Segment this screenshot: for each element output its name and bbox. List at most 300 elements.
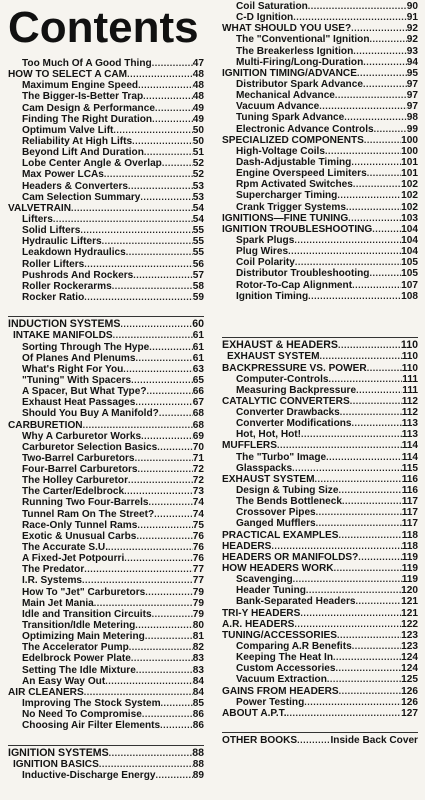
dot-leader bbox=[136, 531, 192, 542]
toc-page-number: 75 bbox=[192, 519, 204, 531]
toc-page-number: 97 bbox=[406, 90, 418, 102]
toc-entry-title: Bank-Separated Headers bbox=[236, 596, 356, 608]
toc-heading bbox=[222, 608, 418, 619]
spacer bbox=[222, 719, 418, 730]
toc-entry-title: Plug Wires bbox=[236, 246, 289, 258]
toc-entry-title: Transition/Idle Metering bbox=[22, 620, 136, 632]
toc-page-number: 52 bbox=[192, 158, 204, 170]
toc-page-number: 92 bbox=[406, 23, 418, 35]
toc-page-number: 126 bbox=[401, 685, 418, 697]
toc-page-number: 61 bbox=[192, 330, 204, 342]
dot-leader bbox=[351, 157, 401, 168]
toc-entry-title: IGNITION TIMING/ADVANCE bbox=[222, 67, 357, 79]
toc-page-number: 48 bbox=[192, 69, 204, 81]
toc-heading bbox=[222, 396, 418, 407]
dot-leader bbox=[84, 259, 193, 270]
toc-entry bbox=[8, 631, 204, 642]
toc-page-number: 105 bbox=[401, 268, 418, 280]
dot-leader bbox=[338, 530, 401, 541]
dot-leader bbox=[137, 520, 192, 531]
dot-leader bbox=[124, 553, 193, 564]
toc-heading bbox=[222, 552, 418, 563]
toc-page-number: 123 bbox=[401, 641, 418, 653]
toc-entry bbox=[222, 452, 418, 463]
toc-page-number: 110 bbox=[401, 351, 418, 363]
toc-page-number: 92 bbox=[406, 34, 418, 46]
dot-leader bbox=[352, 641, 401, 652]
dot-leader bbox=[306, 585, 401, 596]
toc-entry-title: IGNITION TROUBLESHOOTING bbox=[222, 223, 373, 235]
toc-entry bbox=[222, 385, 418, 396]
toc-entry-title: Hot, Hot, Hot! bbox=[236, 429, 302, 441]
spacer bbox=[222, 302, 418, 313]
toc-entry-title: INTAKE MANIFOLDS bbox=[13, 330, 113, 342]
toc-page-number: 97 bbox=[406, 78, 418, 90]
toc-entry-title: Main Jet Mania bbox=[22, 597, 94, 609]
toc-entry bbox=[8, 520, 204, 531]
toc-entry bbox=[222, 1, 418, 12]
toc-page-number: 55 bbox=[192, 236, 204, 248]
toc-entry bbox=[8, 342, 204, 353]
toc-heading bbox=[8, 69, 204, 80]
toc-page-number: 116 bbox=[401, 473, 418, 485]
dot-leader bbox=[152, 609, 193, 620]
dot-leader bbox=[105, 676, 193, 687]
toc-entry-title: Rotor-To-Cap Alignment bbox=[236, 279, 353, 291]
toc-entry-title: Inductive-Discharge Energy bbox=[22, 769, 156, 781]
toc-entry-title: Choosing Air Filter Elements bbox=[22, 720, 161, 732]
dot-leader bbox=[344, 112, 407, 123]
dot-leader bbox=[325, 146, 401, 157]
dot-leader bbox=[83, 420, 193, 431]
toc-entry bbox=[222, 168, 418, 179]
toc-page-number: 56 bbox=[192, 258, 204, 270]
toc-page-number: 114 bbox=[401, 451, 418, 463]
toc-entry bbox=[222, 157, 418, 168]
toc-entry bbox=[8, 353, 204, 364]
dot-leader bbox=[320, 351, 402, 362]
toc-page-number: 120 bbox=[401, 585, 418, 597]
toc-page-number: 112 bbox=[401, 407, 418, 419]
toc-entry bbox=[222, 374, 418, 385]
toc-entry-title: The Accelerator Pump bbox=[22, 642, 129, 654]
toc-subheading bbox=[8, 330, 204, 341]
toc-page-number: 76 bbox=[192, 530, 204, 542]
toc-entry bbox=[8, 181, 204, 192]
toc-heading bbox=[222, 563, 418, 574]
toc-entry-title: Why A Carburetor Works bbox=[22, 430, 142, 442]
dot-leader bbox=[99, 759, 193, 770]
toc-entry bbox=[8, 292, 204, 303]
dot-leader bbox=[152, 114, 193, 125]
toc-entry bbox=[222, 12, 418, 23]
toc-entry-title: Finding The Right Duration bbox=[22, 113, 153, 125]
toc-page-number: 77 bbox=[192, 575, 204, 587]
dot-leader bbox=[108, 542, 193, 553]
dot-leader bbox=[326, 452, 402, 463]
toc-page-number: 113 bbox=[401, 418, 418, 430]
toc-page-number: 68 bbox=[192, 408, 204, 420]
toc-entry bbox=[8, 598, 204, 609]
toc-page-number: 118 bbox=[401, 529, 418, 541]
toc-page-number: 102 bbox=[401, 201, 418, 213]
toc-entry-title: HEADERS OR MANIFOLDS? bbox=[222, 551, 359, 563]
toc-entry-title: Engine Overspeed Limiters bbox=[236, 168, 367, 180]
toc-entry-title: Dash-Adjustable Timing bbox=[236, 156, 352, 168]
dot-leader bbox=[363, 57, 407, 68]
toc-entry-title: Tuning Spark Advance bbox=[236, 112, 345, 124]
section-divider bbox=[8, 316, 204, 317]
toc-entry-title: An Easy Way Out bbox=[22, 675, 106, 687]
toc-entry-title: IGNITION BASICS bbox=[13, 758, 99, 770]
toc-entry bbox=[8, 453, 204, 464]
toc-page-number: 110 bbox=[400, 340, 418, 352]
toc-page-number: 79 bbox=[192, 586, 204, 598]
dot-leader bbox=[144, 147, 193, 158]
dot-leader bbox=[356, 596, 402, 607]
toc-entry bbox=[222, 407, 418, 418]
toc-page-number: 103 bbox=[401, 212, 418, 224]
toc-entry bbox=[8, 553, 204, 564]
toc-page-number: 49 bbox=[192, 113, 204, 125]
toc-page-number: 55 bbox=[192, 225, 204, 237]
toc-page-number: 107 bbox=[401, 279, 418, 291]
toc-entry-title: Optimum Valve Lift bbox=[22, 124, 114, 136]
toc-heading bbox=[222, 68, 418, 79]
dot-leader bbox=[352, 280, 401, 291]
toc-entry bbox=[222, 57, 418, 68]
toc-entry bbox=[8, 564, 204, 575]
toc-page-number: 86 bbox=[192, 709, 204, 721]
dot-leader bbox=[135, 620, 192, 631]
dot-leader bbox=[334, 563, 402, 574]
toc-entry-title: CARBURETION bbox=[8, 419, 83, 431]
dot-leader bbox=[351, 23, 407, 34]
toc-page-number: 68 bbox=[192, 419, 204, 431]
toc-entry bbox=[222, 124, 418, 135]
toc-heading bbox=[222, 440, 418, 451]
dot-leader bbox=[113, 125, 192, 136]
toc-entry-title: Solid Lifters bbox=[22, 225, 81, 237]
toc-entry bbox=[8, 620, 204, 631]
dot-leader bbox=[147, 386, 193, 397]
dot-leader bbox=[155, 103, 193, 114]
toc-entry-title: No Need To Compromise bbox=[22, 709, 142, 721]
toc-entry bbox=[8, 575, 204, 586]
toc-entry-title: Beyond Lift And Duration bbox=[22, 147, 144, 159]
toc-entry bbox=[222, 280, 418, 291]
toc-entry bbox=[8, 642, 204, 653]
toc-entry bbox=[222, 146, 418, 157]
toc-page-number: 102 bbox=[401, 179, 418, 191]
toc-page-number: 102 bbox=[401, 190, 418, 202]
toc-page-number: 74 bbox=[192, 508, 204, 520]
toc-entry bbox=[222, 429, 418, 440]
toc-entry bbox=[8, 609, 204, 620]
dot-leader bbox=[131, 653, 193, 664]
toc-entry-title: SPECIALIZED COMPONENTS bbox=[222, 134, 364, 146]
toc-entry-title: Supercharger Timing bbox=[236, 190, 338, 202]
toc-heading bbox=[222, 23, 418, 34]
toc-entry-title: VALVETRAIN bbox=[8, 202, 71, 214]
toc-heading bbox=[222, 340, 418, 351]
toc-entry-title: What's Right For You bbox=[22, 363, 124, 375]
dot-leader bbox=[156, 770, 193, 781]
toc-page-number: 53 bbox=[192, 180, 204, 192]
toc-page-number: 97 bbox=[406, 101, 418, 113]
toc-entry bbox=[8, 408, 204, 419]
toc-entry bbox=[222, 202, 418, 213]
dot-leader bbox=[132, 136, 193, 147]
toc-entry-title: The Accurate S.U. bbox=[22, 542, 109, 554]
toc-entry-title: Converter Drawbacks bbox=[236, 407, 340, 419]
toc-entry-title: Max Power LCAs bbox=[22, 169, 104, 181]
toc-heading bbox=[8, 203, 204, 214]
toc-heading bbox=[222, 708, 418, 719]
toc-entry-title: Cam Design & Performance bbox=[22, 102, 155, 114]
dot-leader bbox=[138, 80, 193, 91]
toc-entry bbox=[222, 641, 418, 652]
dot-leader bbox=[135, 397, 192, 408]
toc-entry-title: Rocker Ratio bbox=[22, 291, 85, 303]
toc-entry-title: The Predator bbox=[22, 564, 85, 576]
dot-leader bbox=[143, 91, 193, 102]
toc-page-number: 61 bbox=[192, 341, 204, 353]
toc-entry bbox=[222, 268, 418, 279]
toc-entry bbox=[8, 442, 204, 453]
toc-entry bbox=[8, 486, 204, 497]
dot-leader bbox=[294, 619, 401, 630]
spacer bbox=[222, 324, 418, 335]
toc-entry-title: Computer-Controls bbox=[236, 373, 329, 385]
dot-leader bbox=[53, 214, 193, 225]
toc-page-number: 125 bbox=[401, 674, 418, 686]
toc-entry bbox=[8, 665, 204, 676]
section-divider bbox=[8, 745, 204, 746]
dot-leader bbox=[154, 509, 193, 520]
dot-leader bbox=[300, 608, 401, 619]
toc-page-number: 127 bbox=[401, 707, 418, 719]
toc-page-number: 69 bbox=[192, 430, 204, 442]
toc-entry bbox=[222, 652, 418, 663]
toc-entry bbox=[8, 192, 204, 203]
toc-entry bbox=[8, 80, 204, 91]
toc-entry bbox=[8, 509, 204, 520]
toc-entry-title: The "Conventional" Ignition bbox=[236, 34, 370, 46]
toc-page-number: 100 bbox=[401, 134, 418, 146]
toc-page-number: 110 bbox=[401, 362, 418, 374]
toc-page-number: 119 bbox=[401, 574, 418, 586]
toc-entry bbox=[8, 375, 204, 386]
dot-leader bbox=[319, 101, 407, 112]
dot-leader bbox=[337, 190, 401, 201]
toc-entry-title: Leakdown Hydraulics bbox=[22, 247, 126, 259]
toc-entry-title: Converter Modifications bbox=[236, 418, 352, 430]
toc-entry-title: Of Planes And Plenums bbox=[22, 352, 136, 364]
dot-leader bbox=[120, 319, 192, 330]
toc-entry bbox=[8, 114, 204, 125]
toc-entry-title: Ignition Timing bbox=[236, 290, 309, 302]
toc-entry-title: A Fixed-Jet Potpourri bbox=[22, 553, 125, 565]
toc-page-number: 93 bbox=[406, 45, 418, 57]
toc-page-number: 72 bbox=[192, 464, 204, 476]
toc-entry bbox=[222, 90, 418, 101]
toc-page-number: 123 bbox=[401, 629, 418, 641]
dot-leader bbox=[337, 630, 401, 641]
toc-entry-title: Scavenging bbox=[236, 574, 293, 586]
section-divider bbox=[222, 337, 418, 338]
dot-leader bbox=[131, 375, 193, 386]
toc-entry-title: Pushrods And Rockers bbox=[22, 269, 134, 281]
dot-leader bbox=[94, 598, 193, 609]
dot-leader bbox=[142, 709, 193, 720]
dot-leader bbox=[316, 518, 402, 529]
dot-leader bbox=[84, 687, 193, 698]
toc-entry bbox=[8, 676, 204, 687]
toc-page-number: 115 bbox=[401, 462, 418, 474]
dot-leader bbox=[293, 574, 402, 585]
toc-entry-title: CATALYTIC CONVERTERS bbox=[222, 395, 350, 407]
toc-entry-title: The Carter/Edelbrock bbox=[22, 486, 125, 498]
toc-page-number: 88 bbox=[192, 758, 204, 770]
toc-page-number: 74 bbox=[192, 497, 204, 509]
dot-leader bbox=[363, 79, 407, 90]
toc-entry-title: How To "Jet" Carburetors bbox=[22, 586, 146, 598]
dot-leader bbox=[358, 552, 401, 563]
dot-leader bbox=[297, 735, 330, 746]
toc-entry-title: The Holley Carburetor bbox=[22, 475, 129, 487]
dot-leader bbox=[335, 663, 401, 674]
dot-leader bbox=[109, 748, 193, 759]
dot-leader bbox=[157, 442, 193, 453]
toc-page-number: 124 bbox=[401, 652, 418, 664]
toc-page-number: 112 bbox=[401, 395, 418, 407]
toc-page-number: 48 bbox=[192, 80, 204, 92]
toc-page-number: 58 bbox=[192, 280, 204, 292]
dot-leader bbox=[126, 247, 193, 258]
dot-leader bbox=[104, 169, 193, 180]
toc-entry bbox=[8, 531, 204, 542]
toc-page-number: 79 bbox=[192, 597, 204, 609]
toc-entry-title: Roller Rockerarms bbox=[22, 280, 112, 292]
dot-leader bbox=[316, 507, 402, 518]
toc-entry-title: Should You Buy A Manifold? bbox=[22, 408, 159, 420]
toc-heading bbox=[222, 686, 418, 697]
toc-entry-title: Roller Lifters bbox=[22, 258, 85, 270]
dot-leader bbox=[136, 665, 193, 676]
toc-entry bbox=[222, 291, 418, 302]
dot-leader bbox=[149, 342, 192, 353]
toc-entry bbox=[8, 225, 204, 236]
dot-leader bbox=[113, 330, 193, 341]
dot-leader bbox=[145, 587, 193, 598]
toc-entry-title: A Spacer, But What Type? bbox=[22, 386, 147, 398]
dot-leader bbox=[301, 429, 402, 440]
toc-entry bbox=[8, 214, 204, 225]
toc-entry-title: Tunnel Ram On The Street? bbox=[22, 508, 155, 520]
dot-leader bbox=[352, 418, 402, 429]
toc-page-number: 70 bbox=[192, 441, 204, 453]
dot-leader bbox=[140, 192, 192, 203]
toc-entry bbox=[222, 418, 418, 429]
toc-entry-title: EXHAUST SYSTEM bbox=[222, 473, 315, 485]
dot-leader bbox=[369, 268, 401, 279]
toc-page-number: 95 bbox=[406, 67, 418, 79]
toc-entry bbox=[222, 34, 418, 45]
toc-entry bbox=[222, 190, 418, 201]
dot-leader bbox=[128, 181, 193, 192]
toc-entry bbox=[222, 507, 418, 518]
toc-entry-title: Glasspacks bbox=[236, 462, 293, 474]
toc-page-number: 111 bbox=[402, 373, 418, 385]
toc-heading bbox=[222, 541, 418, 552]
dot-leader bbox=[102, 236, 193, 247]
toc-entry bbox=[8, 364, 204, 375]
toc-entry bbox=[222, 46, 418, 57]
dot-leader bbox=[367, 363, 402, 374]
toc-entry-title: HOW HEADERS WORK bbox=[222, 563, 334, 575]
toc-page-number: 104 bbox=[401, 234, 418, 246]
toc-heading bbox=[8, 748, 204, 759]
toc-heading bbox=[222, 135, 418, 146]
toc-page-number: 90 bbox=[406, 1, 418, 12]
toc-page-number: 65 bbox=[192, 374, 204, 386]
toc-entry-title: Four-Barrel Carburetors bbox=[22, 464, 138, 476]
toc-page-number: 105 bbox=[401, 257, 418, 269]
dot-leader bbox=[374, 124, 407, 135]
toc-entry-title: Headers & Converters bbox=[22, 180, 129, 192]
toc-page-number: 88 bbox=[192, 747, 204, 759]
toc-entry-title: Hydraulic Lifters bbox=[22, 236, 102, 248]
toc-entry-title: Running Two Four-Barrels bbox=[22, 497, 149, 509]
dot-leader bbox=[80, 225, 192, 236]
toc-entry bbox=[8, 720, 204, 731]
toc-page-number: 57 bbox=[192, 269, 204, 281]
toc-entry-title: WHAT SHOULD YOU USE? bbox=[222, 23, 352, 35]
toc-page-number: 51 bbox=[192, 147, 204, 159]
toc-page-number: 83 bbox=[192, 664, 204, 676]
toc-page-number: Inside Back Cover bbox=[330, 735, 418, 747]
toc-entry-title: The Breakerless Ignition bbox=[236, 45, 354, 57]
toc-page-number: 122 bbox=[401, 618, 418, 630]
toc-entry bbox=[8, 169, 204, 180]
toc-page-number: 119 bbox=[401, 551, 418, 563]
toc-entry-title: Idle and Transition Circuits bbox=[22, 608, 152, 620]
toc-entry-title: Distributor Troubleshooting bbox=[236, 268, 370, 280]
toc-page-number: 113 bbox=[401, 429, 418, 441]
toc-entry bbox=[222, 674, 418, 685]
toc-entry bbox=[222, 257, 418, 268]
toc-entry-title: OTHER BOOKS bbox=[222, 735, 298, 747]
toc-entry-title: Distributor Spark Advance bbox=[236, 78, 363, 90]
toc-entry bbox=[222, 596, 418, 607]
toc-entry bbox=[222, 518, 418, 529]
toc-heading bbox=[222, 474, 418, 485]
toc-subheading bbox=[222, 351, 418, 362]
toc-heading bbox=[222, 224, 418, 235]
toc-entry bbox=[222, 235, 418, 246]
toc-entry-title: Crank Trigger Systems bbox=[236, 201, 346, 213]
dot-leader bbox=[123, 364, 192, 375]
dot-leader bbox=[294, 235, 401, 246]
toc-page-number: 89 bbox=[192, 769, 204, 781]
toc-entry-title: Crossover Pipes bbox=[236, 507, 316, 519]
toc-page-number: 79 bbox=[192, 608, 204, 620]
toc-heading bbox=[8, 319, 204, 330]
toc-entry bbox=[222, 101, 418, 112]
dot-leader bbox=[295, 257, 401, 268]
toc-entry-title: Lobe Center Angle & Overlap bbox=[22, 158, 162, 170]
